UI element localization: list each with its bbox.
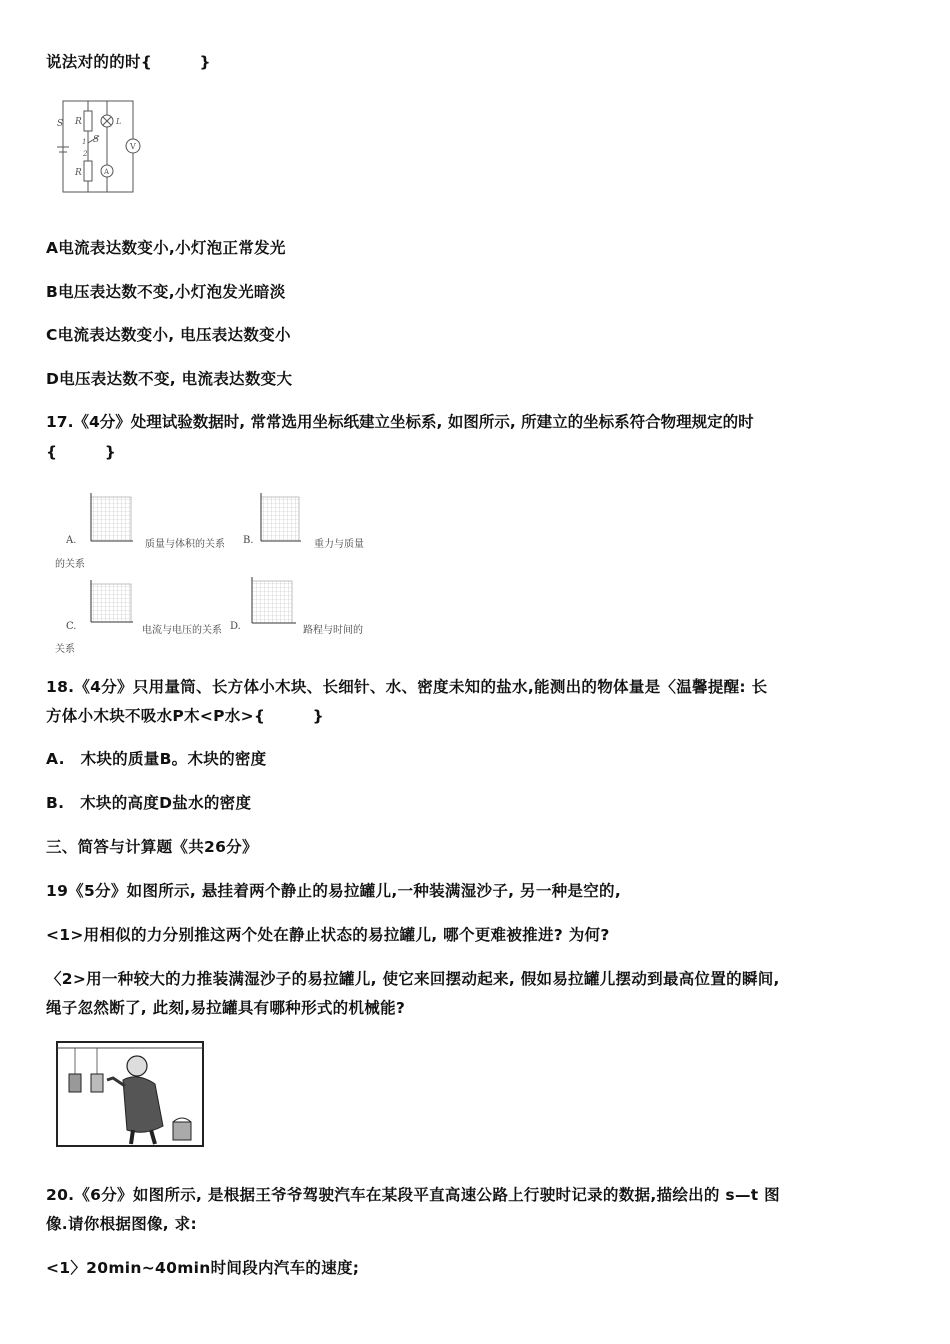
- lamp-label: L: [116, 117, 122, 126]
- question-18-option-cd: B. 木块的高度D盐水的密度: [46, 794, 252, 812]
- question-20-part-1: <1〉20min~40min时间段内汽车的速度;: [46, 1259, 360, 1277]
- graph-a-letter: A.: [66, 535, 77, 546]
- graph-c-label: 电流与电压的关系: [142, 625, 222, 636]
- graph-a-grid: [85, 491, 135, 549]
- inner-switch-label: S: [93, 135, 100, 145]
- resistor-bottom-label: R: [75, 168, 82, 178]
- question-18-stem: 18.《4分》只用量筒、长方体小木块、长细针、水、密度未知的盐水,能测出的物体量是〈温馨提醒: 长: [46, 678, 768, 696]
- graph-c-letter: C.: [66, 621, 77, 632]
- graph-b-letter: B.: [243, 535, 254, 546]
- question-16-stem-tail: 说法对的的时{ }: [46, 53, 211, 71]
- graph-c-grid: [85, 578, 135, 630]
- question-18-stem-cont: 方体小木块不吸水P木<P水>{ }: [46, 707, 324, 725]
- graph-d-letter: D.: [230, 621, 241, 632]
- resistor-top-label: R: [75, 117, 82, 127]
- question-19-part-2-cont: 绳子忽然断了, 此刻,易拉罐具有哪种形式的机械能?: [46, 999, 406, 1017]
- question-17-answer-blank: { }: [46, 443, 117, 461]
- circuit-diagram: [55, 95, 155, 198]
- option-d: D电压表达数不变, 电流表达数变大: [46, 370, 293, 388]
- question-20-stem-cont: 像.请你根据图像, 求:: [46, 1215, 197, 1233]
- ammeter-label: A: [104, 168, 110, 176]
- position-1-label: 1: [82, 138, 87, 146]
- question-19-stem: 19《5分》如图所示, 悬挂着两个静止的易拉罐儿,一种装满湿沙子, 另一种是空的,: [46, 882, 622, 900]
- voltmeter-label: V: [130, 142, 136, 151]
- graph-d-label: 路程与时间的: [303, 625, 363, 636]
- graph-b-grid: [255, 491, 305, 549]
- graph-b-label: 重力与质量: [314, 539, 364, 550]
- option-c: C电流表达数变小, 电压表达数变小: [46, 326, 291, 344]
- graph-b-label-continued: 的关系: [55, 559, 85, 570]
- option-b: B电压表达数不变,小灯泡发光暗淡: [46, 283, 286, 301]
- question-18-option-ab: A. 木块的质量B。木块的密度: [46, 750, 267, 768]
- question-19-part-2: 〈2>用一种较大的力推装满湿沙子的易拉罐儿, 使它来回摆动起来, 假如易拉罐儿摆动到最高位置的瞬间,: [46, 970, 780, 988]
- option-a: A电流表达数变小,小灯泡正常发光: [46, 239, 286, 257]
- question-20-stem: 20.《6分》如图所示, 是根据王爷爷驾驶汽车在某段平直高速公路上行驶时记录的数据,描绘出的 s—t 图: [46, 1186, 780, 1204]
- cans-illustration: [55, 1040, 207, 1150]
- question-17-stem: 17.《4分》处理试验数据时, 常常选用坐标纸建立坐标系, 如图所示, 所建立的坐标系符合物理规定的时: [46, 413, 754, 431]
- graph-d-label-continued: 关系: [55, 644, 75, 655]
- question-19-part-1: <1>用相似的力分别推这两个处在静止状态的易拉罐儿, 哪个更难被推进? 为何?: [46, 926, 610, 944]
- graph-d-grid: [244, 575, 298, 631]
- graph-a-label: 质量与体积的关系: [145, 539, 225, 550]
- section-3-heading: 三、简答与计算题《共26分》: [46, 838, 258, 856]
- circuit-diagram-svg: [55, 95, 155, 198]
- switch-label: S: [57, 119, 64, 129]
- position-2-label: 2: [83, 150, 88, 158]
